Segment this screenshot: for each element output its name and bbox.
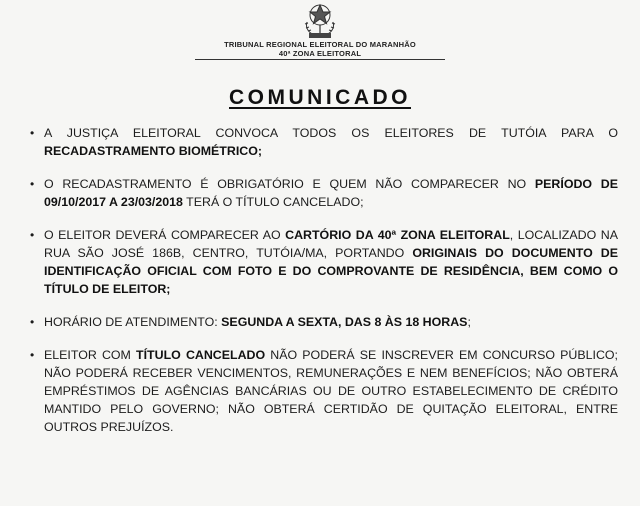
item-bold-text: ORIGINAIS DO DOCUMENTO DE IDENTIFICAÇÃO OFICIAL COM FOTO E DO COMPROVANTE DE RESIDÊNCIA, BEM COMO O TÍTULO DE ELEITOR; xyxy=(44,246,618,296)
document-header xyxy=(0,2,640,60)
list-item xyxy=(30,346,618,436)
item-bold-text: SEGUNDA A SEXTA, DAS 8 ÀS 18 HORAS xyxy=(221,315,468,329)
page-title: COMUNICADO xyxy=(229,86,411,109)
item-text: ELEITOR COM xyxy=(44,348,137,362)
item-text: HORÁRIO DE ATENDIMENTO: xyxy=(44,315,222,329)
coat-of-arms-icon xyxy=(299,2,341,40)
header-divider xyxy=(195,59,445,60)
item-bold-text: TÍTULO CANCELADO xyxy=(136,348,266,362)
item-text: ; xyxy=(467,315,471,329)
item-bold-text: PERÍODO DE 09/10/2017 A 23/03/2018 xyxy=(44,177,618,209)
bullet-icon: • xyxy=(30,315,35,329)
list-item xyxy=(30,226,618,298)
notice-list xyxy=(30,124,618,451)
bullet-icon: • xyxy=(30,228,35,242)
item-bold-text: RECADASTRAMENTO BIOMÉTRICO; xyxy=(44,144,262,158)
item-text: O RECADASTRAMENTO É OBRIGATÓRIO E QUEM NÃO COMPARECER NO xyxy=(44,177,535,191)
item-bold-text: CARTÓRIO DA 40ª ZONA ELEITORAL xyxy=(285,228,510,242)
item-text: , LOCALIZADO NA RUA SÃO JOSÉ 186B, CENTRO, TUTÓIA/MA, PORTANDO xyxy=(44,228,618,260)
item-text: O ELEITOR DEVERÁ COMPARECER AO xyxy=(44,228,286,242)
item-text: A JUSTIÇA ELEITORAL CONVOCA TODOS OS ELEITORES DE TUTÓIA PARA O xyxy=(44,126,618,140)
bullet-icon: • xyxy=(30,126,35,140)
bullet-icon: • xyxy=(30,177,35,191)
bullet-icon: • xyxy=(30,348,35,362)
list-item xyxy=(30,124,618,160)
organization-name: TRIBUNAL REGIONAL ELEITORAL DO MARANHÃO xyxy=(224,40,416,49)
item-text: TERÁ O TÍTULO CANCELADO; xyxy=(182,195,364,209)
list-item xyxy=(30,175,618,211)
electoral-zone: 40ª ZONA ELEITORAL xyxy=(278,49,362,58)
item-text: NÃO PODERÁ SE INSCREVER EM CONCURSO PÚBLICO; NÃO PODERÁ RECEBER VENCIMENTOS, REMUNERAÇÕES E NEM BENEFÍCIOS; NÃO OBTERÁ EMPRÉSTIMOS DE AGÊNCIAS BANCÁRIAS OU DE OUTRO ESTABELECIMENTO DE CRÉDITO MANTIDO PELO GOVERNO; NÃO OBTERÁ CERTIDÃO DE QUITAÇÃO ELEITORAL, ENTRE OUTROS PREJUÍZOS. xyxy=(44,348,618,434)
list-item xyxy=(30,313,618,331)
